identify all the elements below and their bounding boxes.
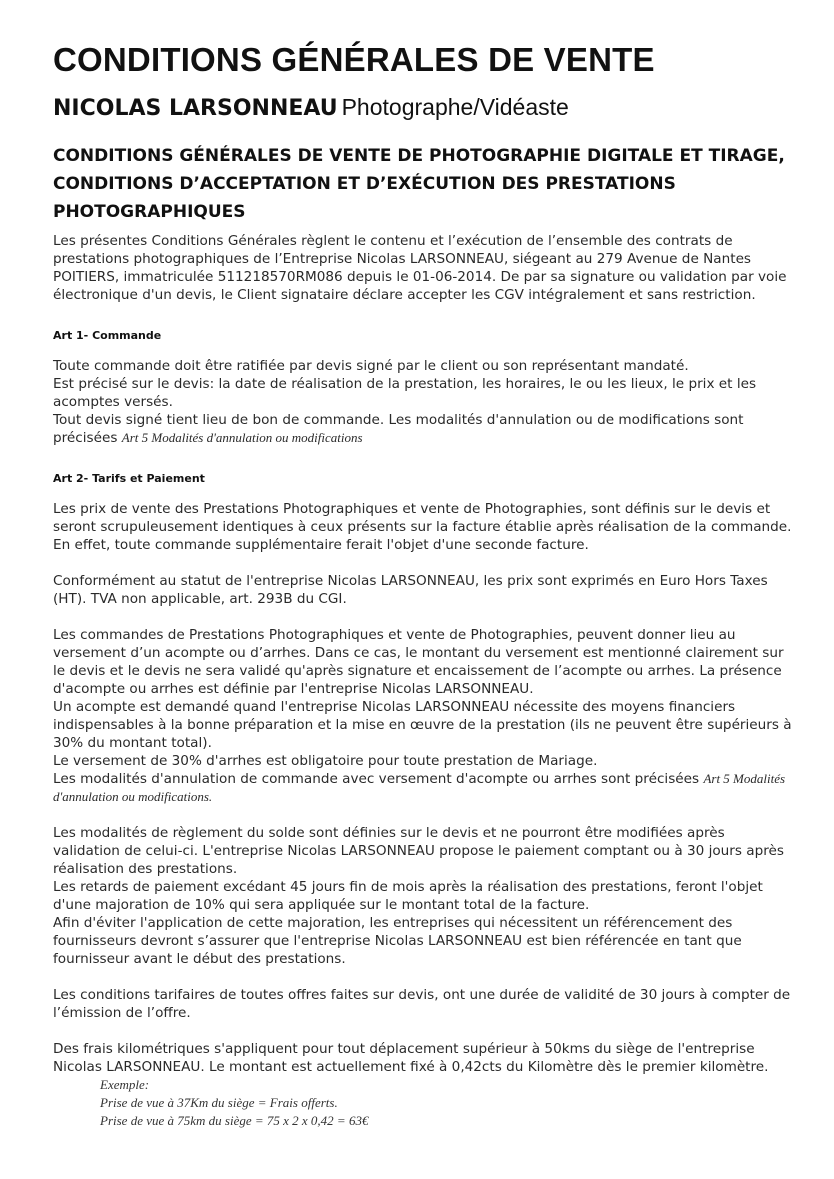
document-title: CONDITIONS GÉNÉRALES DE VENTE: [53, 41, 655, 78]
document-subtitle: CONDITIONS GÉNÉRALES DE VENTE DE PHOTOGRAPHIE DIGITALE ET TIRAGE, CONDITIONS D’ACCEPTATION ET D’EXÉCUTION DES PRESTATIONS PHOTOGRAPHIQUES: [53, 146, 785, 222]
art2-heading: Art 2- Tarifs et Paiement: [53, 472, 205, 485]
art2-paragraph-3b: Un acompte est demandé quand l'entreprise Nicolas LARSONNEAU nécessite des moyens financiers indispensables à la bonne préparation et la mise en œuvre de la prestation (ils ne peuvent être supérieurs à 30% du montant total).: [53, 699, 792, 751]
author-line: [53, 92, 793, 126]
author-role: Photographe/Vidéaste: [341, 94, 569, 120]
art2-paragraph-3a: Les commandes de Prestations Photographiques et vente de Photographies, peuvent donner lieu au versement d’un acompte ou d’arrhes. Dans ce cas, le montant du versement est mentionné clairement sur le devis et le devis ne sera validé qu'après signature et encaissement de l’acompte ou arrhes. La présence d'acompte ou arrhes est définie par l'entreprise Nicolas LARSONNEAU.: [53, 627, 784, 697]
art2-paragraph-6: Des frais kilométriques s'appliquent pour tout déplacement supérieur à 50kms du siège de l'entreprise Nicolas LARSONNEAU. Le montant est actuellement fixé à 0,42cts du Kilomètre dès le premier kilomètre.: [53, 1041, 769, 1075]
author-name: NICOLAS LARSONNEAU: [53, 96, 338, 121]
art2-paragraph-3c: Le versement de 30% d'arrhes est obligatoire pour toute prestation de Mariage.: [53, 753, 598, 769]
art2-paragraph-4c: Afin d'éviter l'application de cette majoration, les entreprises qui nécessitent un référencement des fournisseurs devront s’assurer que l'entreprise Nicolas LARSONNEAU est bien référencée en tant que fournisseur avant le début des prestations.: [53, 915, 742, 967]
art2-reference: Art 5 Modalités d'annulation ou modifications.: [53, 771, 786, 804]
art1-reference: Art 5 Modalités d'annulation ou modifications: [121, 430, 363, 445]
example-label: Exemple:: [100, 1077, 150, 1092]
art2-paragraph-4b: Les retards de paiement excédant 45 jours fin de mois après la réalisation des prestations, feront l'objet d'une majoration de 10% qui sera appliquée sur le montant total de la facture.: [53, 879, 763, 913]
art1-line-1: Toute commande doit être ratifiée par devis signé par le client ou son représentant mandaté.: [53, 358, 689, 374]
intro-paragraph: Les présentes Conditions Générales règlent le contenu et l’exécution de l’ensemble des contrats de prestations photographiques de l’Entreprise Nicolas LARSONNEAU, siégeant au 279 Avenue de Nantes POITIERS, immatriculée 511218570RM086 depuis le 01-06-2014. De par sa signature ou validation par voie électronique d'un devis, le Client signataire déclare accepter les CGV intégralement et sans restriction.: [53, 233, 787, 303]
art1-heading: Art 1- Commande: [53, 329, 162, 342]
art2-paragraph-5: Les conditions tarifaires de toutes offres faites sur devis, ont une durée de validité de 30 jours à compter de l’émission de l’offre.: [53, 987, 791, 1021]
art2-paragraph-4a: Les modalités de règlement du solde sont définies sur le devis et ne pourront être modifiées après validation de celui-ci. L'entreprise Nicolas LARSONNEAU propose le paiement comptant ou à 30 jours après réalisation des prestations.: [53, 825, 784, 877]
document-page: [53, 40, 793, 1130]
art2-paragraph-3d: [53, 770, 793, 806]
example-line-1: Prise de vue à 37Km du siège = Frais offerts.: [100, 1095, 338, 1110]
art2-paragraph-3d-text: Les modalités d'annulation de commande avec versement d'acompte ou arrhes sont précisées: [53, 771, 700, 787]
art1-line-2: Est précisé sur le devis: la date de réalisation de la prestation, les horaires, le ou les lieux, le prix et les acomptes versés.: [53, 376, 757, 410]
art1-line-3-text: Tout devis signé tient lieu de bon de commande. Les modalités d'annulation ou de modifications sont précisées: [53, 412, 744, 446]
art2-paragraph-2: Conformément au statut de l'entreprise Nicolas LARSONNEAU, les prix sont exprimés en Euro Hors Taxes (HT). TVA non applicable, art. 293B du CGI.: [53, 573, 768, 607]
art2-paragraph-1: Les prix de vente des Prestations Photographiques et vente de Photographies, sont définis sur le devis et seront scrupuleusement identiques à ceux présents sur la facture établie après réalisation de la commande. En effet, toute commande supplémentaire ferait l'objet d'une seconde facture.: [53, 501, 792, 553]
art1-line-3: [53, 411, 793, 447]
example-line-2: Prise de vue à 75km du siège = 75 x 2 x 0,42 = 63€: [100, 1113, 369, 1128]
